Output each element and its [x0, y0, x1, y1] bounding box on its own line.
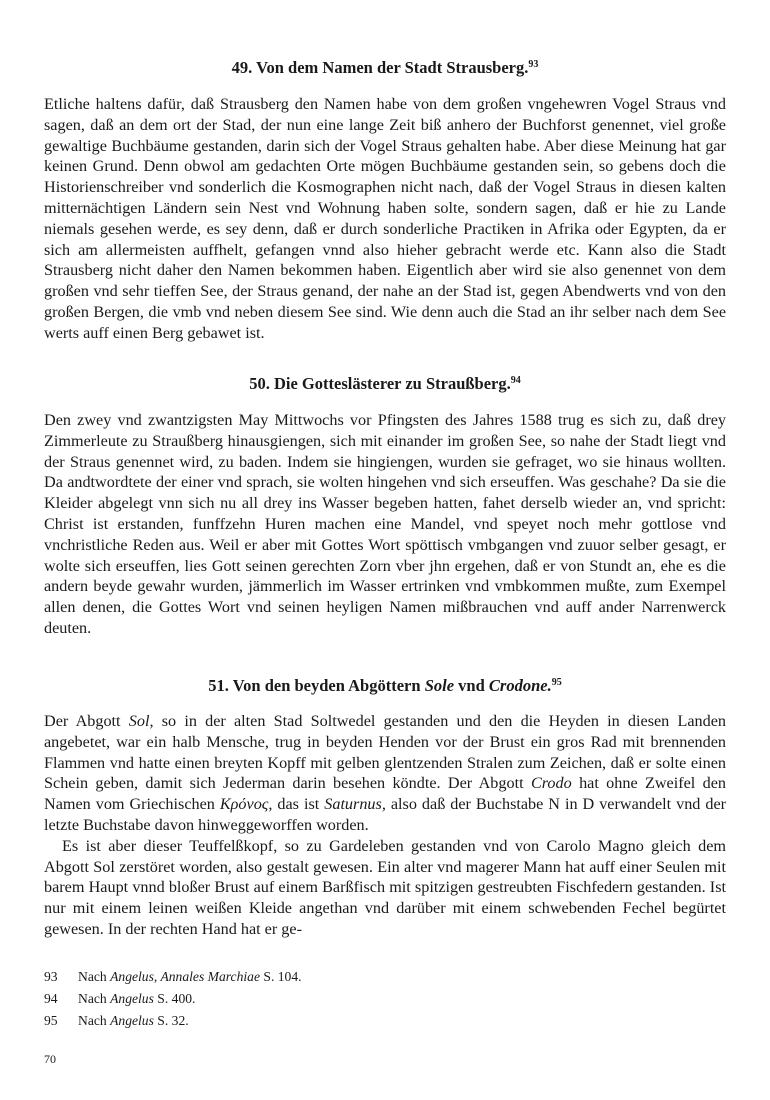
footnote-ref-93[interactable]: 93 [528, 59, 539, 70]
paragraph: Den zwey vnd zwantzigsten May Mittwochs vor Pfingsten des Jahres 1588 trug es sich zu, daß drey Zimmerleute zu Straußberg hinausgiengen, sich mit einander im großen See, so nahe der Stadt liegt vnd der Straus genennet wird, zu baden. Indem sie hingiengen, wurden sie gefraget, wo sie hinaus wollten. Da andtwordtete der einer vnd sprach, sie wolten hingehen vnd sich erseuffen. Was geschahe? Da sie die Kleider abgelegt vnn sich nu all drey ins Wasser begeben hatten, fahet derselb wieder an, vnd spricht: Christ ist erstanden, funffzehn Huren machen eine Mandel, vnd speyet noch mehr gottlose vnd vnchristliche Reden aus. Weil er aber mit Gottes Wort spöttisch vmbgangen vnd zuuor selber gesagt, er wolte sich erseuffen, lies Gott seinen gerechten Zorn vber jhn ergehen, daß er von Stundt an, ehe es die andern beyde gewahr wurden, jämmerlich im Wasser ertrinken vnd vmbkommen mußte, zum Exempel allen denen, die Gottes Wort vnd seinen heyligen Namen mißbrauchen vnd auff ander Narrenwerck deuten. [44, 411, 726, 637]
paragraph: Der Abgott Sol, so in der alten Stad Soltwedel gestanden und den die Heyden in diesen Landen angebetet, war ein halb Mensche, trug in beyden Henden vor der Brust ein gros Rad mit brennenden Flammen vnd hatte einen breyten Kopff mit gelben glentzenden Stralen zum Zeichen, daß er solte einen Schein geben, damit sich Jederman darin besehen köndte. Der Abgott Crodo hat ohne Zweifel den Namen vom Griechischen Κρόνος, das ist Saturnus, also daß der Buchstabe N in D verwandelt vnd der letzte Buchstabe davon hinweggeworffen worden. [44, 712, 727, 834]
paragraph: Es ist aber dieser Teuffelßkopf, so zu Gardeleben gestanden vnd von Carolo Magno gleich dem Abgott Sol zerstöret worden, also gestalt gewesen. Ein alter vnd magerer Mann hat auff einer Seulen mit barem Haupt vnnd bloßer Brust auf einem Barßfisch mit spitzigen gestreubten Fischfedern gestanden. Ist nur mit einem leinen weißen Kleide angethan vnd darüber mit einem schwebenden Fechel begürtet gewesen. In der rechten Hand hat er ge- [44, 836, 726, 938]
section-49-heading: 49. Von dem Namen der Stadt Strausberg.$^{93}$ [231, 58, 539, 77]
section-49-body [44, 94, 726, 344]
footnotes [44, 966, 726, 1032]
section-51-heading: 51. Von den beyden Abgöttern Sole vnd Crodone.$^{95}$ [208, 676, 562, 695]
paragraph: Etliche haltens dafür, daß Strausberg den Namen habe von dem großen vngehewren Vogel Straus vnd sagen, daß an dem ort der Stad, der nun eine lange Zeit biß anhero der Buchforst genennet, viel große gewaltige Buchbäume gestanden, darin sich der Vogel Straus gehalten habe. Aber diese Meinung hat gar keinen Grund. Denn obwol am gedachten Orte mögen Buchbäume gestanden sein, so gebens doch die Historienschreiber vnd sonderlich die Kosmographen nicht nach, daß der Vogel Straus in diesen kalten mitternächtigen Ländern sein Nest vnd Wohnung haben solte, sondern sagen, daß er hie zu Lande niemals gesehen werde, es sey denn, daß er durch sonderliche Practiken in Afrika oder Egypten, da er sich am allermeisten auffhelt, gefangen vnnd also hieher gebracht werde etc. Kann also die Stadt Strausberg nicht daher den Namen bekommen haben. Eigentlich aber wird sie also genennet von dem großen vnd sehr tieffen See, der Straus genand, der nahe an der Stad ist, gegen Abendwerts vnd von den großen Bergen, die vmb vnd neben diesem See sind. Wie denn auch die Stad an ihr selber nach dem See werts auff einen Berg gebawet ist. [44, 95, 726, 342]
footnote-ref-95[interactable]: 95 [551, 677, 562, 688]
footnote-93: 93 Nach Angelus, Annales Marchiae S. 104. [44, 969, 302, 984]
footnote-95: 95 Nach Angelus S. 32. [44, 1013, 189, 1028]
footnote-94: 94 Nach Angelus S. 400. [44, 991, 196, 1006]
page-number: 70 [44, 1052, 56, 1066]
footnote-ref-94[interactable]: 94 [510, 375, 521, 386]
section-50-heading: 50. Die Gotteslästerer zu Straußberg.$^{94}$ [249, 374, 521, 393]
section-51-body [44, 711, 726, 940]
section-50-body [44, 410, 726, 639]
